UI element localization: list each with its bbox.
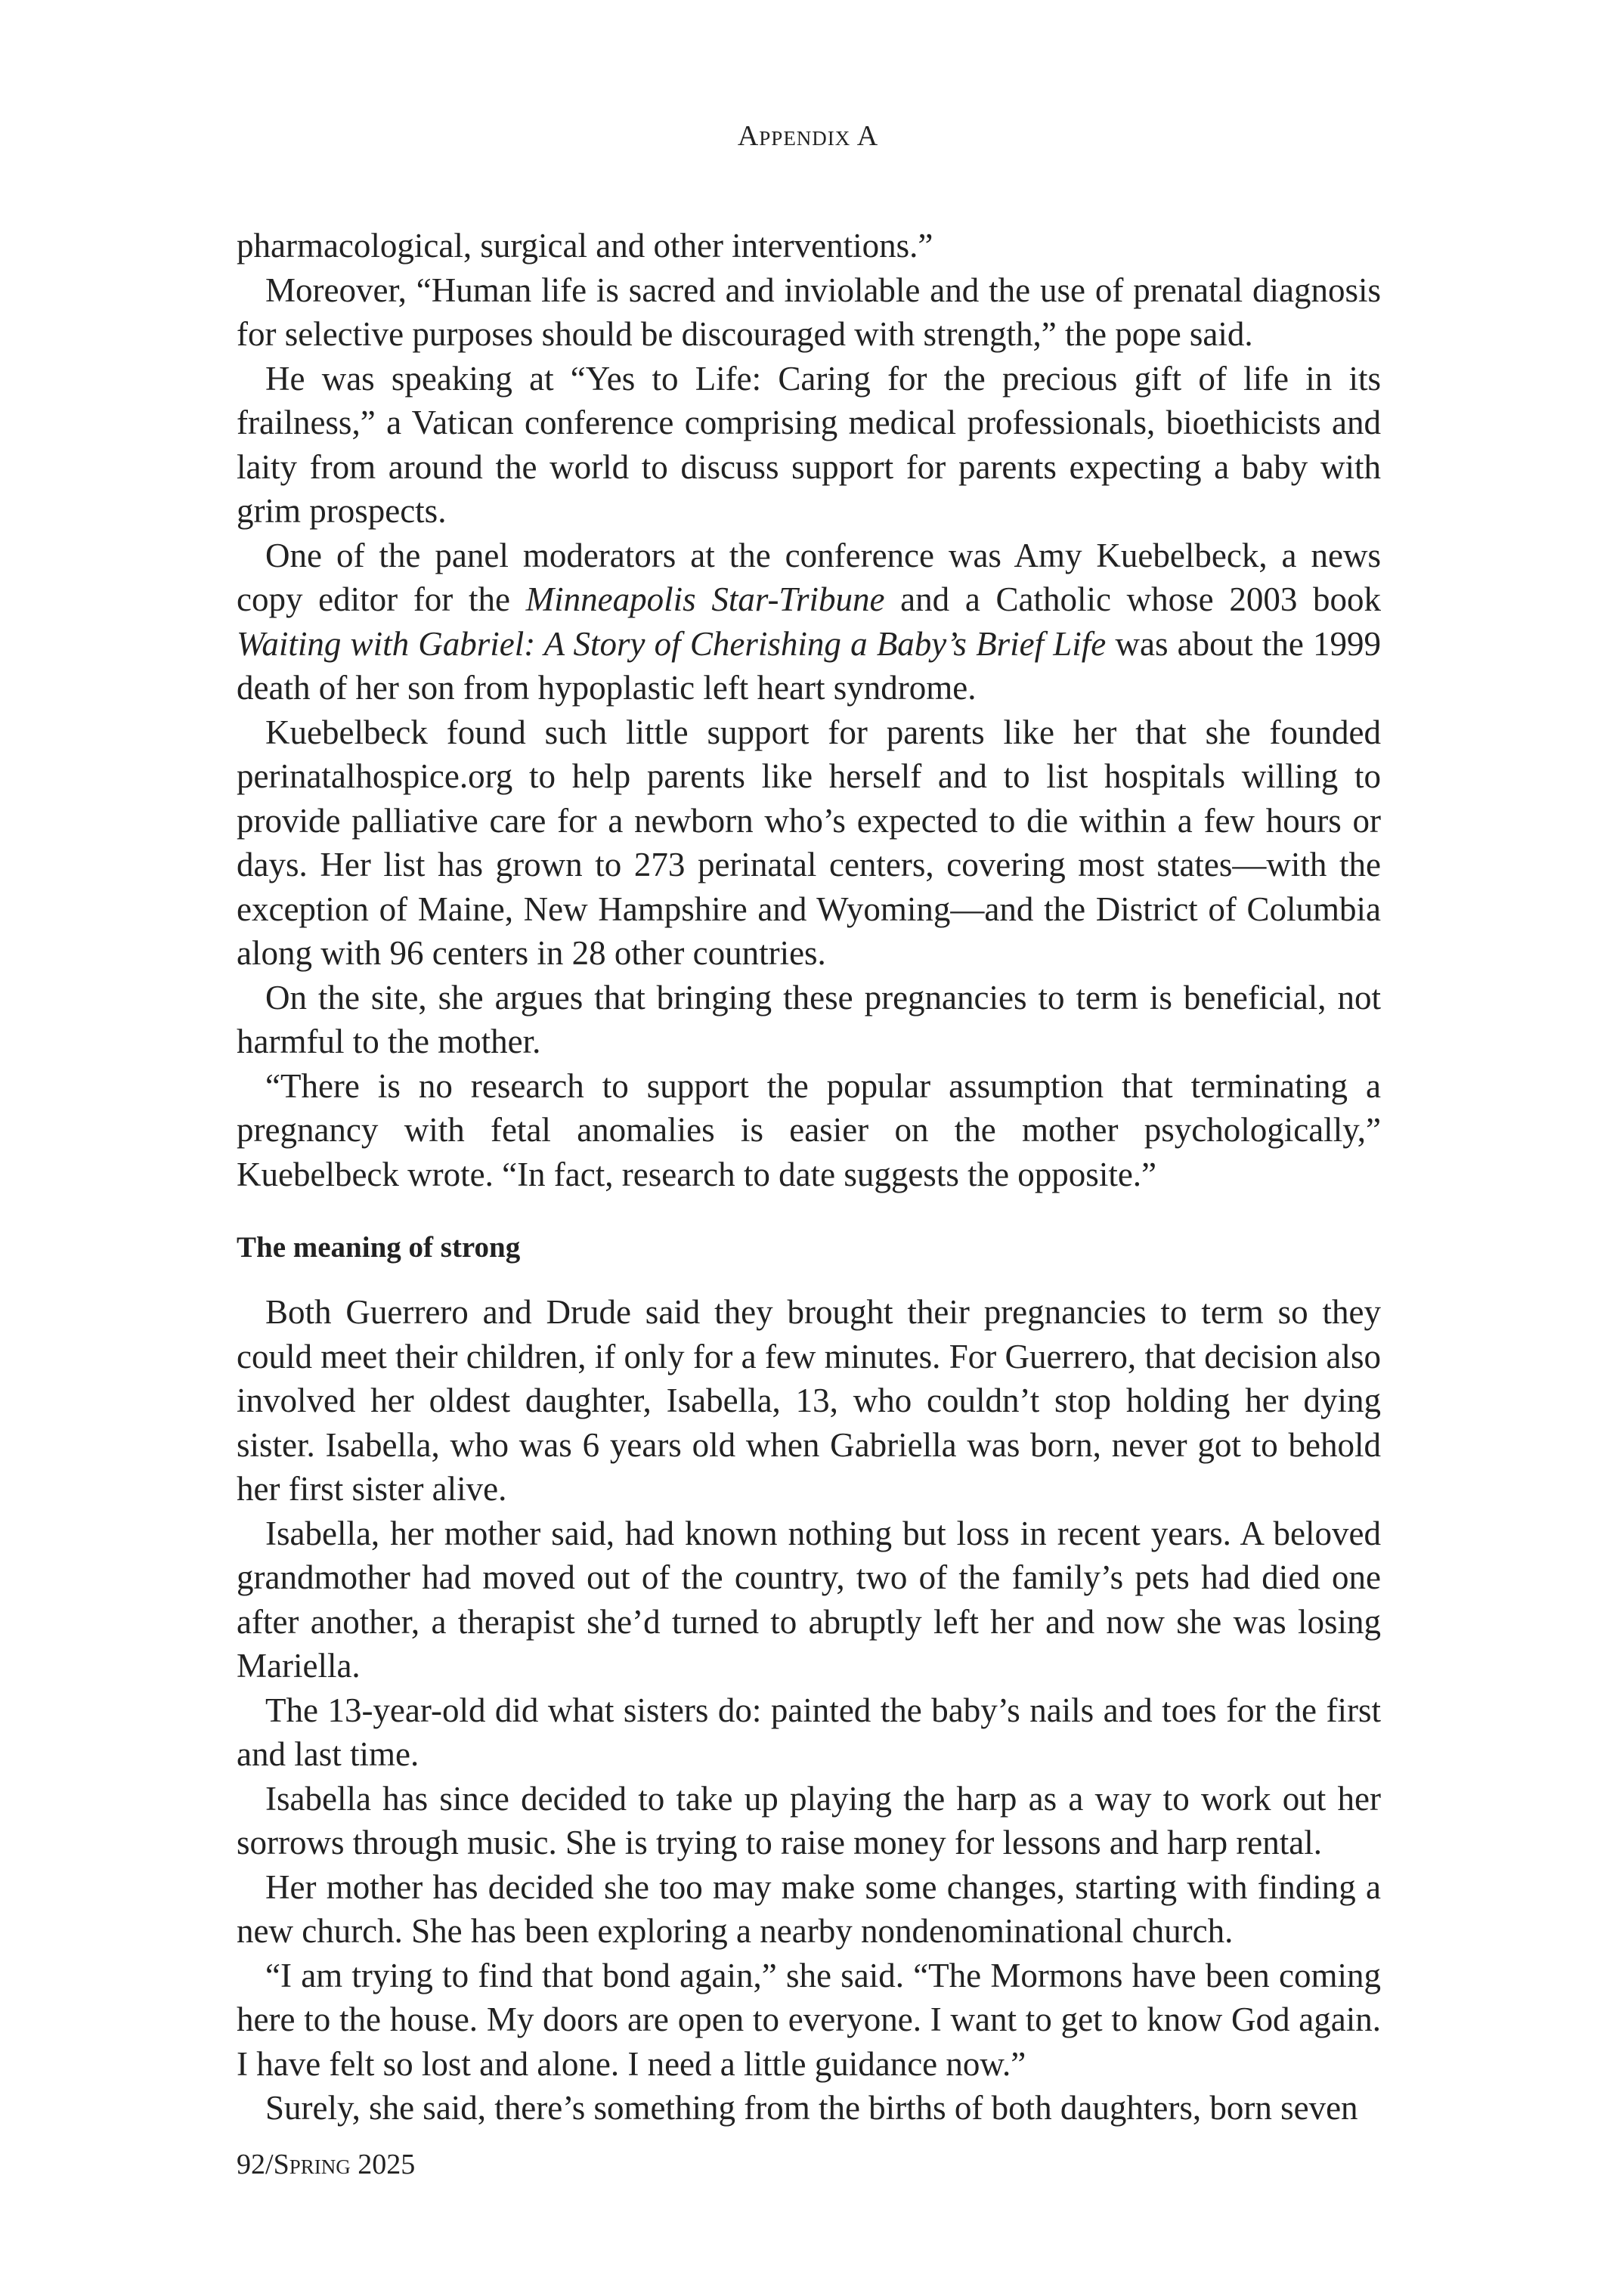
paragraph-text: was about the 1999 death of her son from hypoplastic left heart syndrome.	[237, 624, 1381, 707]
newspaper-title: Minneapolis Star-Tribune	[525, 580, 885, 618]
paragraph: The 13-year-old did what sisters do: painted the baby’s nails and toes for the first and last time.	[237, 1691, 1381, 1773]
paragraph-text: One of the panel moderators at the conference was Amy Kuebelbeck, a news copy editor for the	[237, 536, 1381, 618]
article-body	[237, 224, 1381, 2130]
section-heading: The meaning of strong	[237, 1231, 521, 1264]
paragraph: “There is no research to support the popular assumption that terminating a pregnancy with fetal anomalies is easier on the mother psychologically,” Kuebelbeck wrote. “In fact, research to date suggests the opposite.”	[237, 1066, 1381, 1193]
paragraph: Both Guerrero and Drude said they brought their pregnancies to term so they could meet their children, if only for a few minutes. For Guerrero, that decision also involved her oldest daughter, Isabella, 13, who couldn’t stop holding her dying sister. Isabella, who was 6 years old when Gabriella was born, never got to behold her first sister alive.	[237, 1293, 1381, 1508]
paragraph: Isabella has since decided to take up playing the harp as a way to work out her sorrows through music. She is trying to raise money for lessons and harp rental.	[237, 1779, 1381, 1861]
book-title: Waiting with Gabriel: A Story of Cherishing a Baby’s Brief Life	[237, 624, 1107, 663]
paragraph: Isabella, her mother said, had known nothing but loss in recent years. A beloved grandmother had moved out of the country, two of the family’s pets had died one after another, a therapist she’d turned to abruptly left her and now she was losing Mariella.	[237, 1514, 1381, 1685]
paragraph: Her mother has decided she too may make some changes, starting with finding a new church. She has been exploring a nearby nondenominational church.	[237, 1867, 1381, 1950]
issue-season: Spring 2025	[273, 2149, 416, 2180]
page-number: 92/	[237, 2149, 274, 2180]
paragraph: He was speaking at “Yes to Life: Caring for the precious gift of life in its frailness,” a Vatican conference comprising medical professionals, bioethicists and laity from around the world to discuss support for parents expecting a baby with grim prospects.	[237, 359, 1381, 530]
paragraph-continued: pharmacological, surgical and other interventions.”	[237, 227, 933, 265]
running-head: Appendix A	[737, 120, 879, 152]
paragraph: Kuebelbeck found such little support for parents like her that she founded perinatalhospice.org to help parents like herself and to list hospitals willing to provide palliative care for a newborn who’s expected to die within a few hours or days. Her list has grown to 273 perinatal centers, covering most states—with the exception of Maine, New Hampshire and Wyoming—and the District of Columbia along with 96 centers in 28 other countries.	[237, 713, 1381, 972]
paragraph: Moreover, “Human life is sacred and inviolable and the use of prenatal diagnosis for selective purposes should be discouraged with strength,” the pope said.	[237, 271, 1381, 353]
paragraph-text: and a Catholic whose 2003 book	[884, 580, 1382, 618]
paragraph: Surely, she said, there’s something from the births of both daughters, born seven	[265, 2089, 1358, 2127]
paragraph: On the site, she argues that bringing these pregnancies to term is beneficial, not harmful to the mother.	[237, 978, 1381, 1060]
paragraph	[237, 534, 1381, 710]
page-folio	[237, 2148, 415, 2181]
paragraph: “I am trying to find that bond again,” she said. “The Mormons have been coming here to the house. My doors are open to everyone. I want to get to know God again. I have felt so lost and alone. I need a little guidance now.”	[237, 1956, 1381, 2083]
